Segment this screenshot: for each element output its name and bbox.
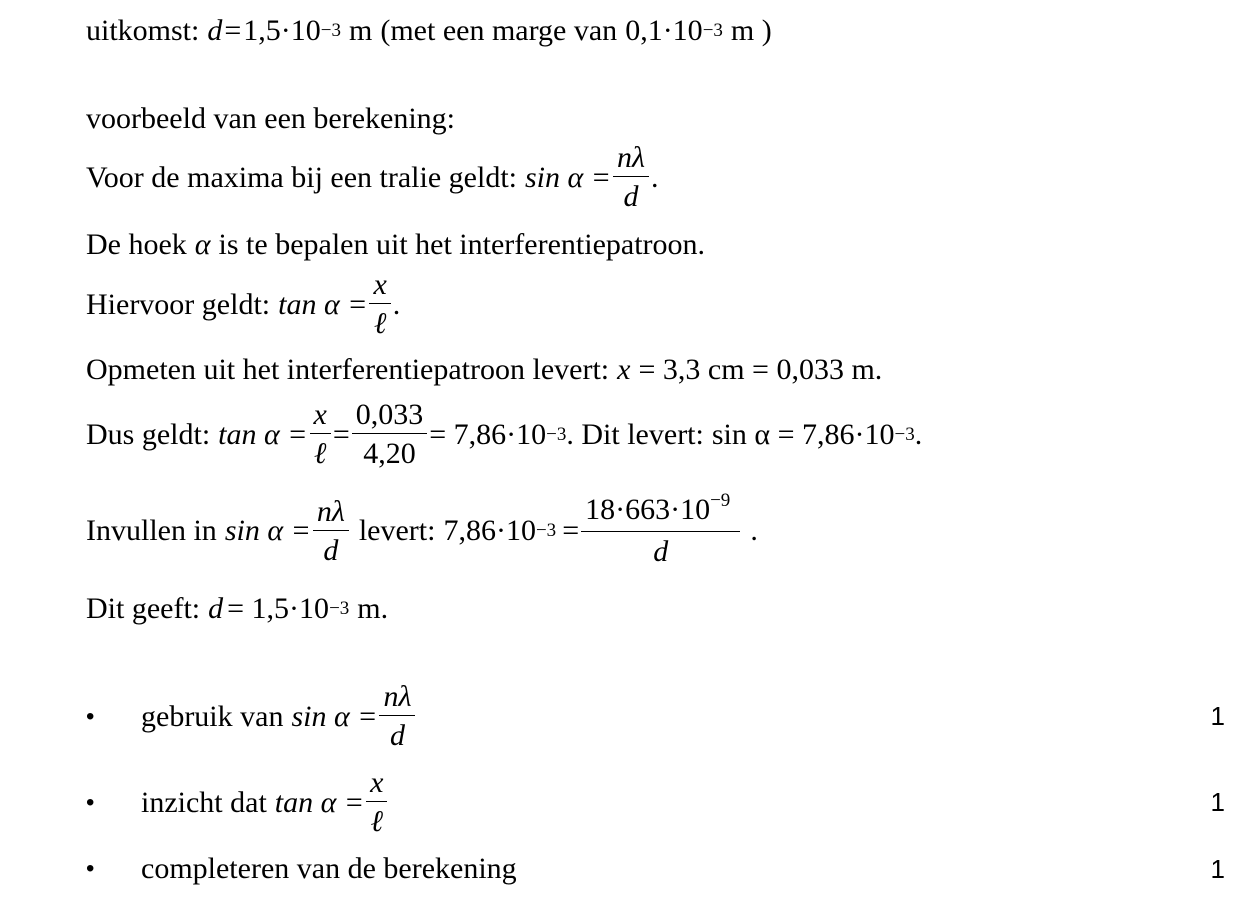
fraction-x-over-l	[310, 400, 331, 469]
tan-result: = 7,86·10	[429, 417, 547, 451]
equals: =	[332, 417, 350, 451]
conclusion-line: Dit geeft: d = 1,5·10 −3 m.	[86, 592, 389, 625]
numerator-exponent: −9	[710, 490, 731, 511]
fraction-numerator: 0,033	[355, 398, 424, 431]
measurement-line	[86, 355, 1223, 385]
fraction-n-lambda-over-d	[313, 494, 349, 567]
fraction-numerator: nλ	[617, 141, 646, 174]
tan-alpha-lhs: tan α =	[274, 785, 365, 819]
fraction-denominator: d	[581, 531, 740, 567]
fraction-x-over-l	[366, 768, 387, 837]
criterion-score: 1	[1210, 787, 1225, 817]
sin-alpha-lhs: sin α =	[525, 160, 612, 194]
tangent-text: Hiervoor geldt:	[86, 287, 271, 321]
tan-alpha-lhs: tan α =	[278, 287, 368, 321]
bullet-icon: •	[86, 855, 95, 882]
fraction-denominator: ℓ	[366, 801, 387, 837]
equals: =	[224, 14, 242, 47]
criterion-text: inzicht dat	[141, 785, 267, 819]
example-heading	[86, 104, 1223, 134]
conclusion-value: = 1,5·10	[227, 592, 330, 625]
sin-alpha-lhs: sin α =	[224, 514, 311, 547]
fraction-numerator	[581, 490, 740, 531]
tangent-formula-line	[86, 270, 1223, 339]
fraction-numerator: x	[370, 766, 384, 799]
fraction-denominator: d	[613, 176, 649, 212]
period: .	[651, 160, 659, 194]
criterion-2	[86, 768, 1225, 837]
grating-formula-line	[86, 143, 1223, 212]
calc-text: Dus geldt:	[86, 417, 211, 451]
fraction-numerator: x	[313, 398, 327, 431]
substitution-line: Invullen in sin α = $\frac{n\lambda}{d}$ levert: 7,86·10 −3 = $\frac{18\cdot 663\cdot 10^{-9}}{d}$ .	[86, 490, 758, 568]
criterion-score: 1	[1210, 701, 1225, 731]
measurement-value: = 3,3 cm = 0,033 m.	[638, 353, 883, 386]
conclusion-unit: m.	[357, 592, 389, 625]
fraction-n-lambda-over-d	[379, 682, 415, 751]
angle-text-b: is te bepalen uit het interferentiepatroon.	[218, 228, 706, 261]
equals: =	[562, 514, 580, 547]
period: .	[392, 287, 401, 321]
measurement-text: Opmeten uit het interferentiepatroon levert:	[86, 353, 610, 386]
criterion-text: gebruik van	[141, 699, 284, 733]
criterion-3	[86, 852, 1225, 886]
margin-close: m )	[730, 14, 772, 47]
fraction-denominator: d	[313, 530, 349, 566]
var-d: d	[208, 592, 224, 625]
result-line: uitkomst: d = 1,5·10 −3 m (met een marge van 0,1·10 −3 m )	[86, 14, 772, 47]
fraction-denominator: d	[379, 715, 415, 751]
margin-value: 0,1·10	[625, 14, 703, 47]
substitution-value: 7,86·10	[443, 514, 536, 547]
angle-line	[86, 230, 1223, 260]
result-unit: m	[349, 14, 373, 47]
criterion-1	[86, 682, 1225, 751]
calc-mid-text: . Dit levert:	[566, 417, 704, 451]
fraction-numerator: nλ	[383, 680, 412, 713]
fraction-wavelength-over-d	[581, 490, 740, 568]
var-x: x	[617, 353, 631, 386]
fraction-x-over-l	[369, 270, 390, 339]
substitution-text: Invullen in	[86, 514, 217, 547]
result-value: 1,5·10	[243, 14, 321, 47]
var-d: d	[207, 14, 223, 47]
substitution-mid: levert:	[358, 514, 436, 547]
fraction-denominator: ℓ	[310, 433, 331, 469]
bullet-icon: •	[86, 702, 95, 730]
period: .	[750, 514, 758, 547]
fraction-numerator: x	[373, 268, 387, 301]
criterion-score: 1	[1210, 853, 1225, 884]
tan-alpha-lhs: tan α =	[218, 417, 308, 451]
sin-result: sin α = 7,86·10	[711, 417, 895, 451]
alpha-symbol: α	[194, 228, 211, 261]
example-heading-text: voorbeeld van een berekening:	[86, 102, 456, 135]
bullet-icon: •	[86, 788, 95, 816]
fraction-values	[352, 400, 428, 469]
numerator-value: 18·663·10	[585, 493, 711, 526]
margin-open: (met een marge van	[380, 14, 618, 47]
period: .	[914, 417, 923, 451]
fraction-n-lambda-over-d	[613, 143, 649, 212]
grating-text: Voor de maxima bij een tralie geldt:	[86, 160, 517, 194]
sin-alpha-lhs: sin α =	[291, 699, 378, 733]
result-label: uitkomst:	[86, 14, 200, 47]
criterion-text: completeren van de berekening	[141, 852, 517, 885]
angle-text-a: De hoek	[86, 228, 187, 261]
fraction-numerator: nλ	[316, 494, 345, 528]
conclusion-text: Dit geeft:	[86, 592, 201, 625]
fraction-denominator: 4,20	[352, 433, 428, 469]
calculation-line: Dus geldt: tan α = $\frac{x}{\text{ℓ}}$ = $\frac{0,033}{4,20}$ = 7,86·10 −3 . Dit levert: sin α = 7,86·10 −3 .	[86, 398, 923, 470]
fraction-denominator: ℓ	[369, 303, 390, 339]
